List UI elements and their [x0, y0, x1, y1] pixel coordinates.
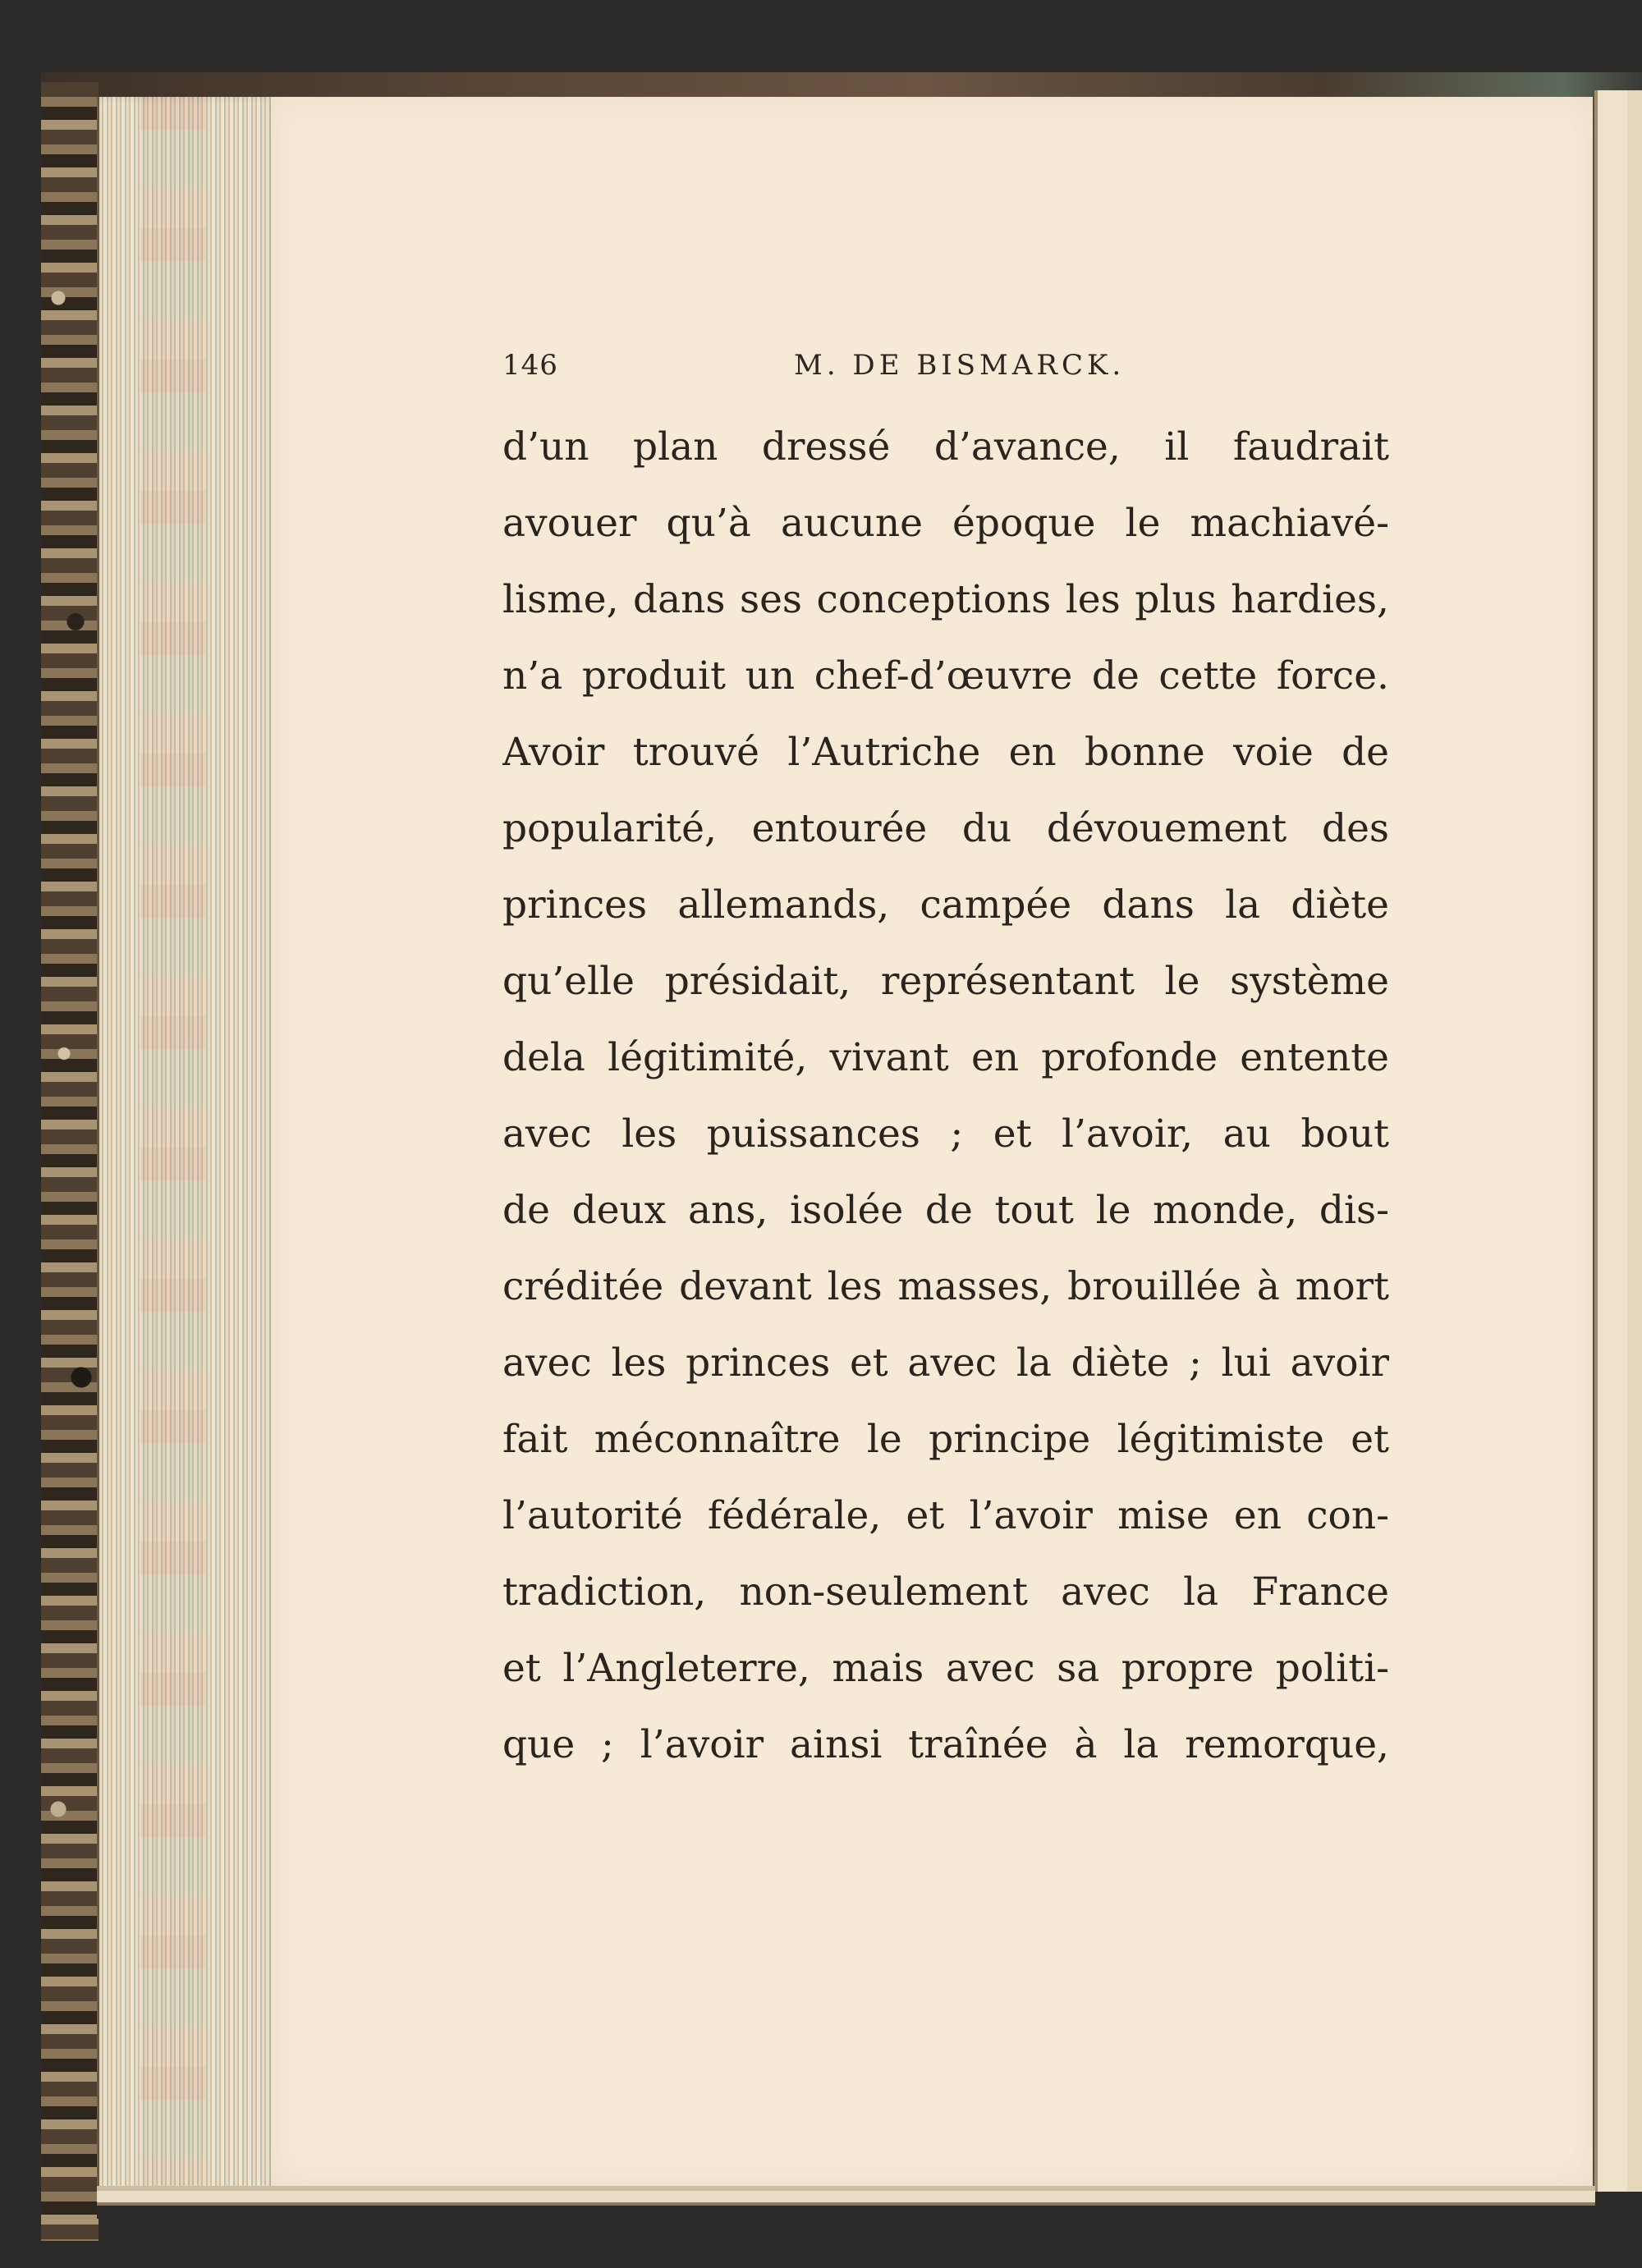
text-line: que ; l’avoir ainsi traînée à la remorque,	[502, 1722, 1389, 1767]
text-line: dela légitimité, vivant en profonde entente	[502, 1035, 1389, 1080]
text-line: princes allemands, campée dans la diète	[502, 882, 1389, 928]
text-line: et l’Angleterre, mais avec sa propre politi-	[502, 1646, 1389, 1691]
text-line: tradiction, non-seulement avec la France	[502, 1569, 1389, 1615]
text-line: fait méconnaître le principe légitimiste et	[502, 1417, 1389, 1462]
text-line: lisme, dans ses conceptions les plus hardies,	[502, 577, 1389, 622]
text-line: créditée devant les masses, brouillée à mort	[502, 1264, 1389, 1309]
page-edges-tint	[140, 97, 206, 2198]
text-line: l’autorité fédérale, et l’avoir mise en con-	[502, 1493, 1389, 1538]
page-header	[502, 349, 1385, 395]
text-line: Avoir trouvé l’Autriche en bonne voie de	[502, 730, 1389, 775]
bottom-page-edge	[97, 2186, 1595, 2219]
text-line: avouer qu’à aucune époque le machiavé-	[502, 501, 1389, 546]
body-text	[502, 409, 1389, 1783]
text-line: n’a produit un chef-d’œuvre de cette force.	[502, 653, 1389, 699]
facing-page-edge	[1593, 90, 1642, 2192]
text-line: qu’elle présidait, représentant le système	[502, 959, 1389, 1004]
text-line: avec les princes et avec la diète ; lui avoir	[502, 1340, 1389, 1386]
text-line: de deux ans, isolée de tout le monde, dis-	[502, 1188, 1389, 1233]
page-edges-stack	[97, 97, 276, 2198]
marbled-spine	[41, 82, 99, 2241]
text-line: popularité, entourée du dévouement des	[502, 806, 1389, 851]
text-line: avec les puissances ; et l’avoir, au bout	[502, 1111, 1389, 1157]
text-line: d’un plan dressé d’avance, il faudrait	[502, 424, 1389, 470]
running-head: M. DE BISMARCK.	[794, 349, 1126, 382]
page-number: 146	[502, 349, 558, 382]
